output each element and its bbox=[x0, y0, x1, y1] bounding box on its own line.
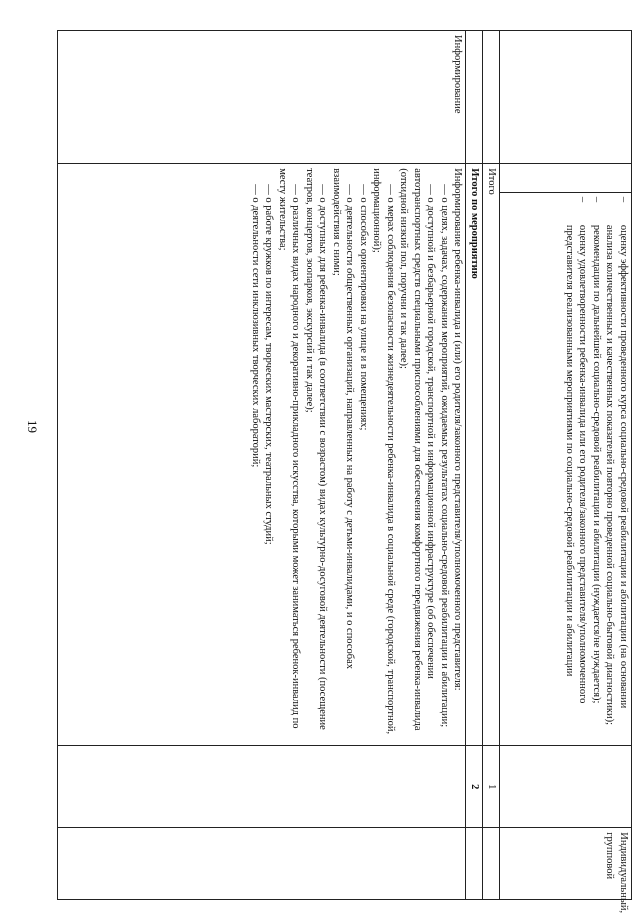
list-item: — о мерах соблюдения безопасности жизнедеятельности ребенка-инвалида в социальной среде (городской, транспортной, информационной); bbox=[371, 168, 396, 735]
table-row-itogo bbox=[483, 31, 500, 900]
list-item: — о различных видах народного и декоративно-прикладного искусства, которыми может заниматься ребенок-инвалид по месту жительства; bbox=[277, 168, 302, 729]
cell-itogo-event-value: 2 bbox=[466, 746, 483, 828]
rotated-table-wrapper bbox=[57, 30, 632, 913]
table-row-info bbox=[58, 31, 467, 900]
bullet-list bbox=[563, 197, 631, 741]
page-number: 19 bbox=[25, 420, 40, 433]
list-item: — о доступных для ребенка-инвалида (в соответствии с возрастом) видах культурно-досуговой деятельности (посещение театров, концертов, зоопарков, экскурсий и так далее); bbox=[304, 168, 329, 730]
cell-activity-name: Информирование bbox=[58, 31, 467, 164]
list-item: – рекомендации по дальнейшей социально-средовой реабилитации и абилитации (нуждается/не нуждается); bbox=[591, 196, 602, 704]
cell-empty bbox=[483, 31, 500, 164]
list-item: — о доступной и безбарьерной городской, транспортной и информационной инфраструктуре (об обеспечении автотранспортных средств специальными приспособлениями для обеспечения комфортного передвижения ребенка-инвалида (откидной низкий пол, поручни и так далее); bbox=[398, 168, 437, 731]
cell-itogo-value: 1 bbox=[483, 746, 500, 828]
info-intro: Информирование ребенка-инвалида и (или) его родителя/законного представителя/уполномоченного представителя: bbox=[452, 168, 464, 691]
list-item: — о способах ориентировки на улице и в помещениях; bbox=[358, 184, 369, 431]
cell-itogo-label: Итого bbox=[483, 164, 500, 746]
cell-empty bbox=[58, 828, 467, 900]
list-item: – оценку эффективности проведенного курса социально-средовой реабилитации и абилитации (на основании анализа количественных и качественных показателей повторно проведенной социально-бытовой диагностики); bbox=[604, 196, 629, 726]
cell-activity-empty bbox=[500, 31, 632, 164]
cell-empty-b bbox=[500, 164, 632, 193]
cell-form: Индивидуальный, групповой bbox=[500, 828, 632, 900]
cell-content bbox=[58, 164, 467, 746]
cell-empty bbox=[466, 31, 483, 164]
list-item: — о деятельности сети инклюзивных творческих лабораторий; bbox=[250, 184, 261, 468]
list-item: – оценку удовлетворенности ребенка-инвалида или его родителя/законного представителя/уполномоченного представителя реализованными мероприятиями по социально-средовой реабилитации и абилитации bbox=[564, 196, 589, 704]
cell-empty bbox=[466, 828, 483, 900]
table-row-itogo-event bbox=[466, 31, 483, 900]
cell-empty-e bbox=[500, 746, 632, 828]
table-row-top bbox=[500, 31, 632, 900]
cell-empty bbox=[58, 746, 467, 828]
rehabilitation-table bbox=[57, 30, 632, 913]
cell-bullets bbox=[500, 192, 632, 745]
list-item: — о работе кружков по интересам, творческих мастерских, театральных студий; bbox=[263, 184, 275, 545]
cell-itogo-event-label: Итого по мероприятию bbox=[466, 164, 483, 746]
cell-empty bbox=[483, 828, 500, 900]
list-item: — о деятельности общественных организаций, направленных на работу с детьми-инвалидами, и о способах взаимодействия с ними; bbox=[331, 168, 356, 669]
list-item: — о целях, задачах, содержании мероприятий, ожидаемых результатах социально-средовой реабилитации и абилитации; bbox=[439, 184, 450, 728]
